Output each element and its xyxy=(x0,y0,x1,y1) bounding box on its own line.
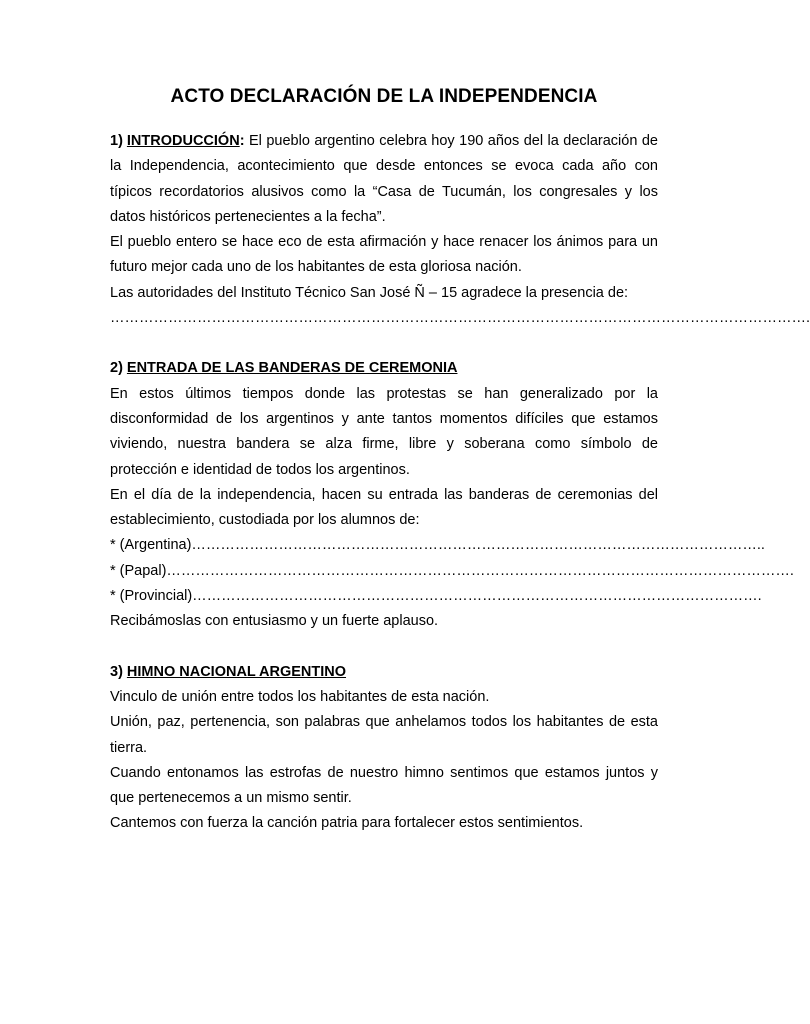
flag-papal-line: * (Papal)…………………………………………………………………………………………………………………. xyxy=(110,562,794,579)
section3-paragraph-1: Vinculo de unión entre todos los habitantes de esta nación. xyxy=(110,688,490,705)
section2-heading xyxy=(110,356,658,381)
section1-paragraph-3: Las autoridades del Instituto Técnico San José Ñ – 15 agradece la presencia de: xyxy=(110,284,629,301)
section-spacer xyxy=(110,331,658,356)
flag-argentina-line: * (Argentina)……………………………………………………………………………………………………….. xyxy=(110,537,765,554)
section1-heading-text: INTRODUCCIÓN xyxy=(126,133,240,149)
section2-heading-text: ENTRADA DE LAS BANDERAS DE CEREMONIA xyxy=(126,360,458,377)
section2-paragraph-1: En estos últimos tiempos donde las protestas se han generalizado por la disconformidad de los argentinos y ante tantos momentos difíciles que estamos viviendo, nuestra bandera se alza firme, libre y soberana como símbolo de protección e identidad de todos los argentinos. xyxy=(110,385,658,478)
section2-closing: Recibámoslas con entusiasmo y un fuerte aplauso. xyxy=(110,613,439,630)
section2-number: 2) xyxy=(110,360,123,377)
section3-number: 3) xyxy=(110,663,123,680)
section1-number: 1) xyxy=(110,133,123,149)
section2-paragraph-2: En el día de la independencia, hacen su entrada las banderas de ceremonias del establecimiento, custodiada por los alumnos de: xyxy=(110,486,658,529)
section1-heading-colon: : xyxy=(239,133,245,149)
document-title: ACTO DECLARACIÓN DE LA INDEPENDENCIA xyxy=(170,86,598,107)
section1-intro-paragraph xyxy=(110,129,658,230)
section1-dots-line: ………………………………………………………………………………………………………………………………. xyxy=(110,310,810,327)
section1-intro-text: El pueblo argentino celebra hoy 190 años del la declaración de la Independencia, acontecimiento que desde entonces se evoca cada año con típicos recordatorios alusivos como la “Casa de Tucumán, los congresales y los datos históricos pertenecientes a la fecha”. xyxy=(110,133,658,225)
section3-paragraph-2: Unión, paz, pertenencia, son palabras que anhelamos todos los habitantes de esta tierra. xyxy=(110,714,658,756)
section3-heading xyxy=(110,660,658,685)
section-spacer xyxy=(110,635,658,660)
section1-paragraph-2: El pueblo entero se hace eco de esta afirmación y hace renacer los ánimos para un futuro mejor cada uno de los habitantes de esta gloriosa nación. xyxy=(110,234,658,276)
section3-paragraph-4: Cantemos con fuerza la canción patria para fortalecer estos sentimientos. xyxy=(110,815,584,832)
flag-provincial-line: * (Provincial)………………………………………………………………………………………………………. xyxy=(110,588,762,605)
section1-heading xyxy=(110,133,249,149)
document-page xyxy=(110,84,810,837)
section3-paragraph-3: Cuando entonamos las estrofas de nuestro himno sentimos que estamos juntos y que pertenecemos a un mismo sentir. xyxy=(110,764,658,807)
section3-heading-text: HIMNO NACIONAL ARGENTINO xyxy=(126,663,347,680)
